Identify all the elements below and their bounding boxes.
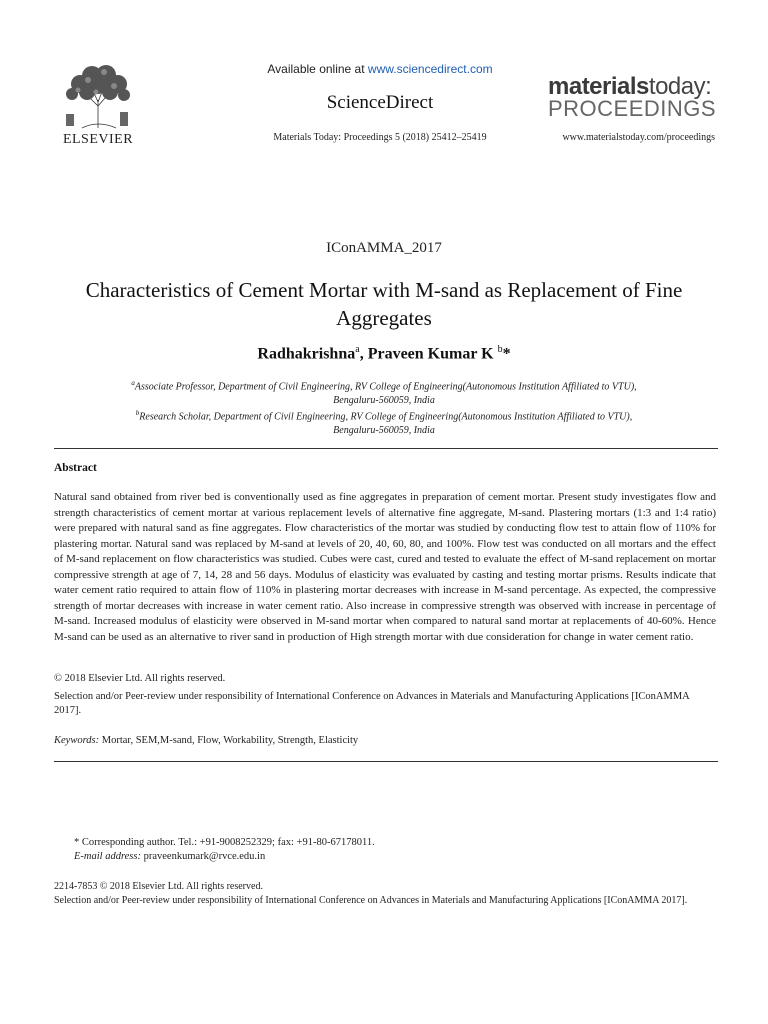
paper-title: Characteristics of Cement Mortar with M-sand as Replacement of Fine Aggregates xyxy=(85,278,683,330)
available-online xyxy=(180,62,580,76)
mt-logo-rest: today xyxy=(648,73,706,100)
email-address[interactable]: praveenkumark@rvce.edu.in xyxy=(140,851,266,862)
author-separator: , xyxy=(359,345,368,363)
affiliation-b-line2: Bengaluru-560059, India xyxy=(333,425,435,437)
bottom-peer-review: Selection and/or Peer-review under responsibility of International Conference on Advances in Materials and Manufacturing Applications [IConAMMA 2017]. xyxy=(54,894,688,906)
corresponding-author: * Corresponding author. Tel.: +91-9008252329; fax: +91-80-67178011. xyxy=(74,837,375,848)
email-label: E-mail address: xyxy=(74,851,141,862)
affiliation-b-sup: b xyxy=(135,409,140,418)
affiliation-b xyxy=(60,407,708,424)
keywords-list: Mortar, SEM,M-sand, Flow, Workability, Strength, Elasticity xyxy=(99,735,359,746)
elsevier-tree-icon xyxy=(60,62,136,130)
corresponding-mark: * xyxy=(502,345,511,363)
author-list xyxy=(0,344,768,363)
author-1-affil: a xyxy=(355,344,360,355)
mt-logo-proceedings: PROCEEDINGS xyxy=(548,96,717,121)
abstract-top-rule xyxy=(54,448,718,449)
publisher-name: ELSEVIER xyxy=(62,132,134,147)
issn-block xyxy=(54,880,716,907)
journal-reference: Materials Today: Proceedings 5 (2018) 25412–25419 xyxy=(273,132,487,143)
affiliation-a-sup: a xyxy=(131,379,135,387)
available-prefix: Available online at xyxy=(267,62,368,76)
keywords xyxy=(54,735,358,746)
journal-url[interactable]: www.materialstoday.com/proceedings xyxy=(562,132,715,143)
abstract-copyright: © 2018 Elsevier Ltd. All rights reserved. xyxy=(54,673,226,684)
keywords-label: Keywords: xyxy=(54,735,100,746)
issn-line: 2214-7853 © 2018 Elsevier Ltd. All rights reserved. xyxy=(54,881,263,892)
materials-today-logo xyxy=(548,73,718,121)
affiliation-a-line2: Bengaluru-560059, India xyxy=(333,394,435,406)
affiliation-a-line1: Associate Professor, Department of Civil Engineering, RV College of Engineering(Autonomous Institution Affiliated to VTU), xyxy=(134,381,637,393)
email-line xyxy=(74,850,375,864)
corresponding-footnote xyxy=(74,836,375,864)
affiliation-a xyxy=(60,377,708,394)
platform-name: ScienceDirect xyxy=(326,92,434,113)
abstract-bottom-rule xyxy=(54,761,718,762)
mt-logo-bold: materials xyxy=(548,73,649,100)
elsevier-logo xyxy=(55,62,141,148)
author-2-affil: b xyxy=(497,344,503,355)
author-1: Radhakrishna xyxy=(257,345,356,363)
affiliation-b-line1: Research Scholar, Department of Civil Engineering, RV College of Engineering(Autonomous Institution Affiliated to VTU), xyxy=(139,411,633,423)
mt-logo-colon: : xyxy=(705,73,712,100)
conference-name: IConAMMA_2017 xyxy=(326,240,442,256)
abstract-heading: Abstract xyxy=(54,462,97,474)
affiliations xyxy=(60,377,708,438)
abstract-peer-review: Selection and/or Peer-review under responsibility of International Conference on Advances in Materials and Manufacturing Applications [IConAMMA 2017]. xyxy=(54,691,690,716)
abstract-body: Natural sand obtained from river bed is conventionally used as fine aggregates in preparation of cement mortar. Present study investigates flow and strength characteristics of cement mortar at various replacement levels of alternative fine aggregate, M-sand. Plastering mortars (1:3 and 1:4 ratio) were prepared with natural sand as fine aggregates. Flow characteristics of the mortar was studied by conducting flow test to attain flow of 110% for plastering mortar. Natural sand was replaced by M-sand at levels of 20, 40, 60, 80, and 100%. Flow test was conducted on all mortars and the effect of M-sand replacement on flow characteristics was studied. Cubes were cast, cured and tested to evaluate the effect of M-sand replacement on mortar compressive strength at age of 7, 14, 28 and 56 days. Modulus of elasticity was evaluated by casting and testing mortar prisms. Results indicate that water cement ratio required to attain flow of 110% in plastering mortar decreases with increase in M-sand percentage. As expected, the compressive strength of mortar decreases with increase in water cement ratio. Also increase in compressive strength was observed with increase in percentage of M-sand. Increased modulus of elasticity were observed in M-sand mortar when compared to natural sand mortar at replacements of 40-60%. Hence M-sand can be used as an alternative to river sand in production of High strength mortar with due consideration for change in water cement ratio. xyxy=(54,491,716,643)
author-2: Praveen Kumar K xyxy=(367,345,494,363)
sciencedirect-link[interactable]: www.sciencedirect.com xyxy=(367,62,493,76)
